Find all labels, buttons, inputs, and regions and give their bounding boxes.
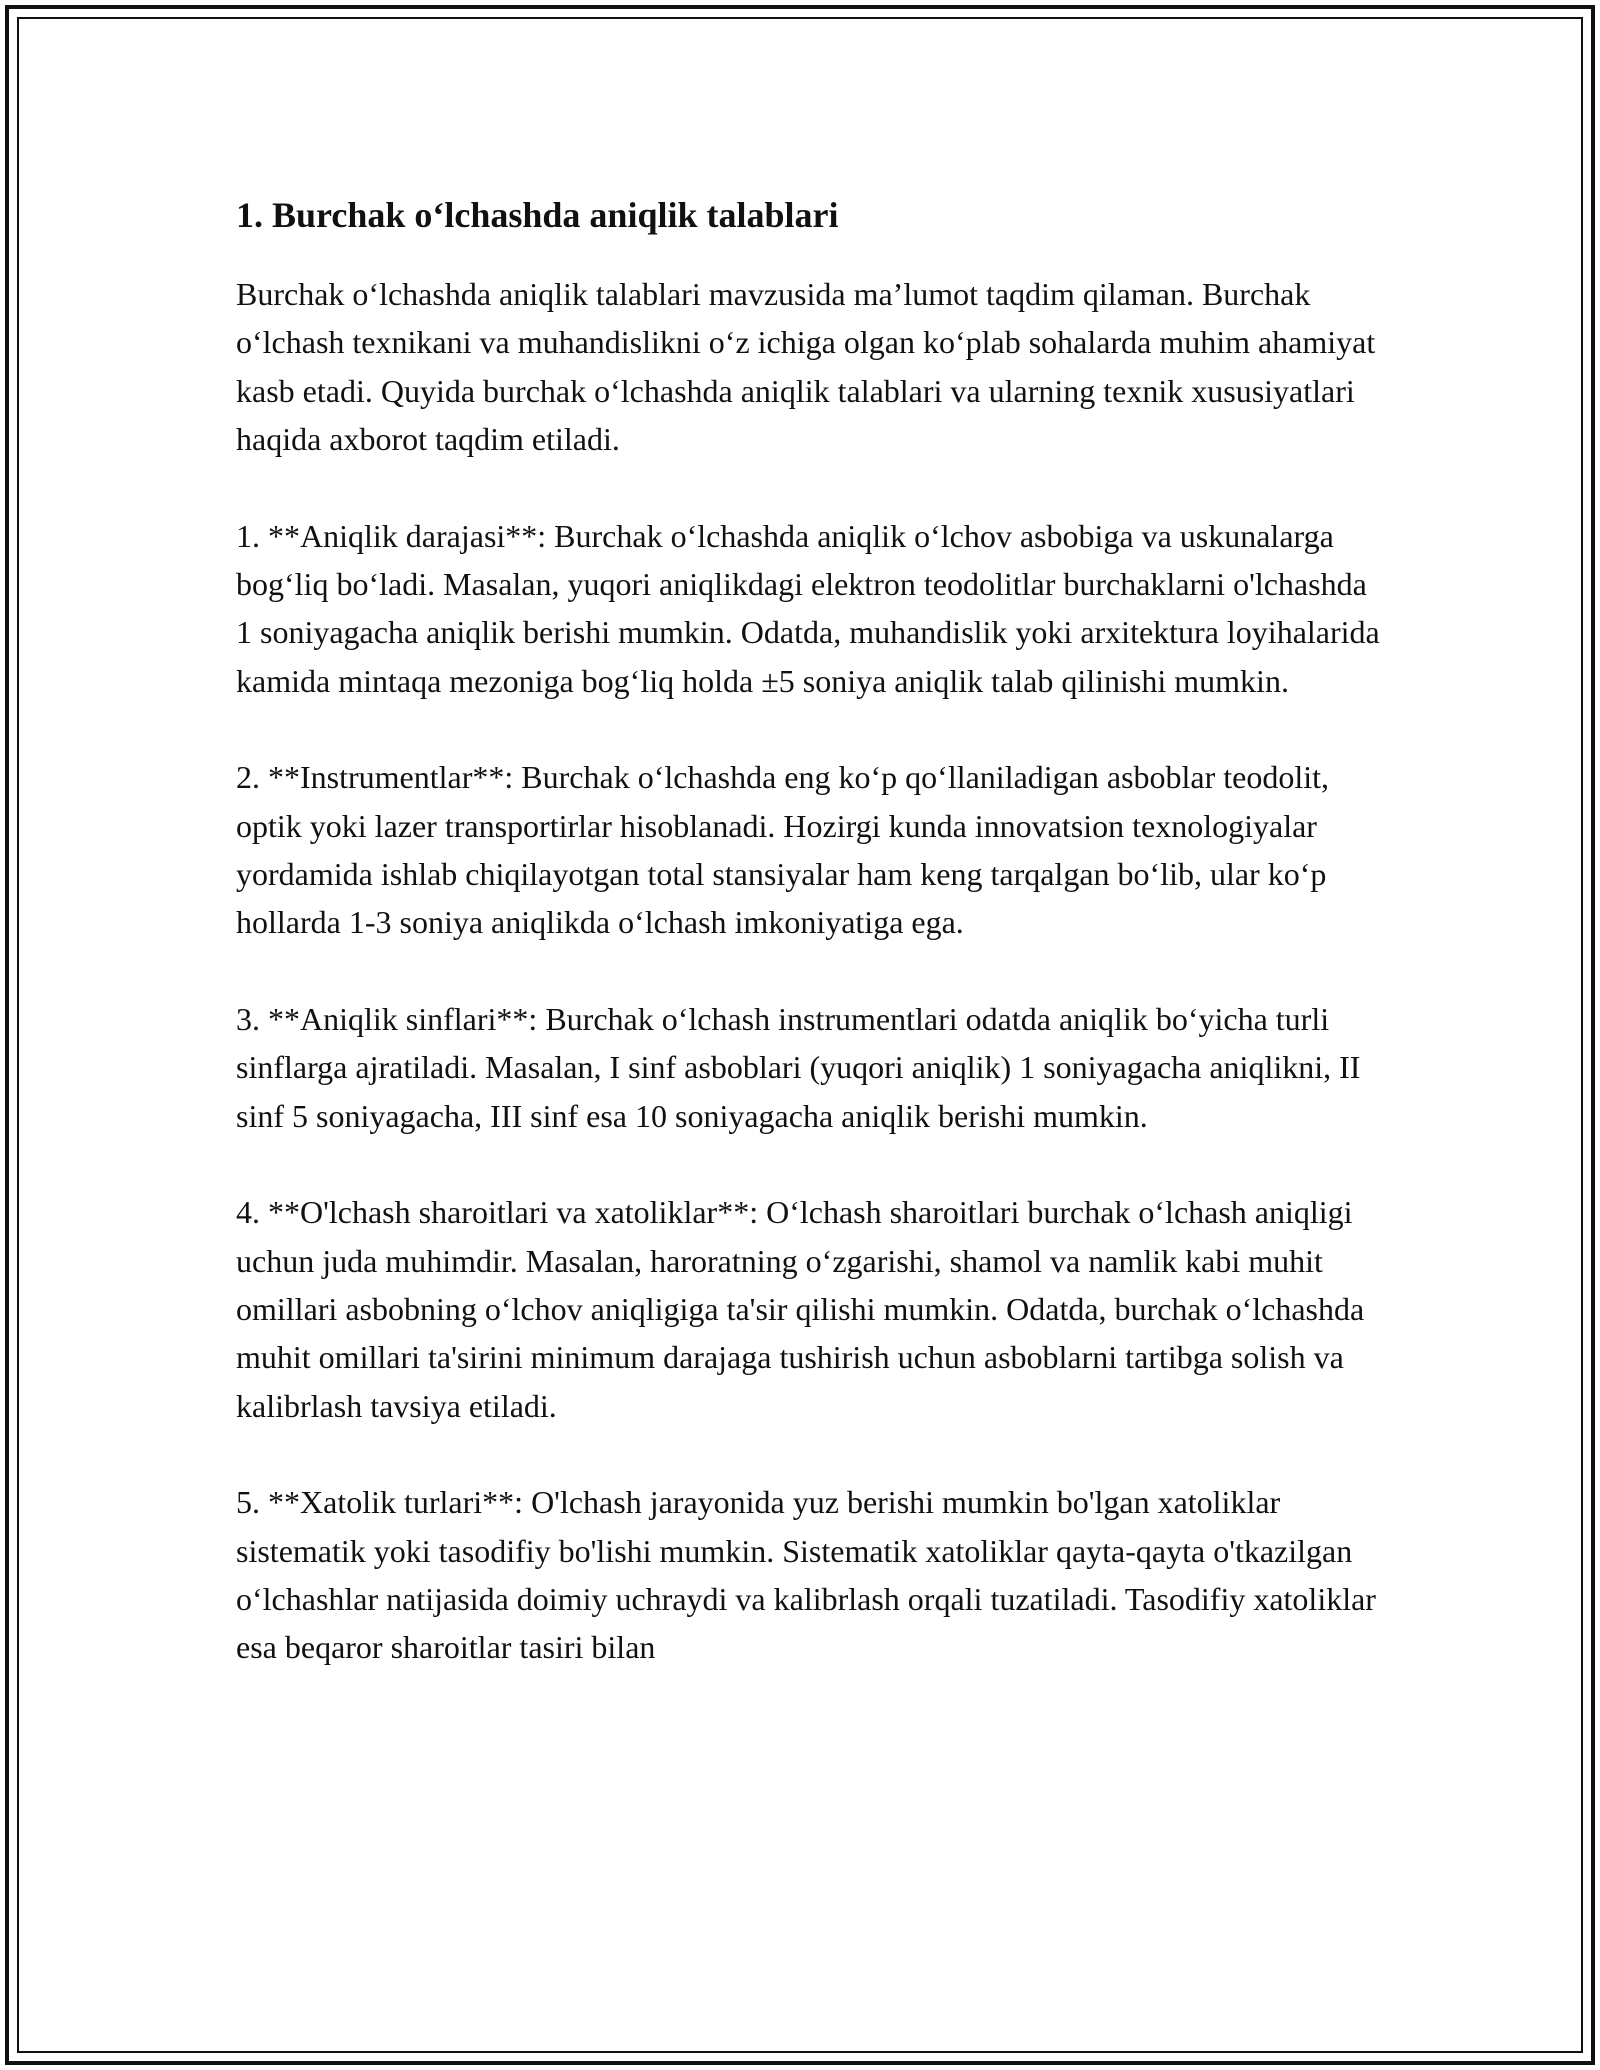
paragraph-instruments: 2. **Instrumentlar**: Burchak o‘lchashda eng ko‘p qo‘llaniladigan asboblar teodolit, optik yoki lazer transportirlar hisoblanadi. Hozirgi kunda innovatsion texnologiyalar yordamida ishlab chiqilayotgan total stansiyalar ham keng tarqalgan bo‘lib, ular ko‘p hollarda 1-3 soniya aniqlikda o‘lchash imkoniyatiga ega. — [236, 759, 1330, 941]
paragraph-accuracy-classes: 3. **Aniqlik sinflari**: Burchak o‘lchash instrumentlari odatda aniqlik bo‘yicha turli sinflarga ajratiladi. Masalan, I sinf asboblari (yuqori aniqlik) 1 soniyagacha aniqlikni, II sinf 5 soniyagacha, III sinf esa 10 soniyagacha aniqlik berishi mumkin. — [236, 1000, 1361, 1134]
document-title: 1. Burchak o‘lchashda aniqlik talablari — [236, 195, 839, 235]
paragraph-measurement-conditions: 4. **O'lchash sharoitlari va xatoliklar**: O‘lchash sharoitlari burchak o‘lchash aniqligi uchun juda muhimdir. Masalan, haroratning o‘zgarishi, shamol va namlik kabi muhit omillari asbobning o‘lchov aniqligiga ta'sir qilishi mumkin. Odatda, burchak o‘lchashda muhit omillari ta'sirini minimum darajaga tushirish uchun asboblarni tartibga solish va kalibrlash tavsiya etiladi. — [236, 1194, 1365, 1424]
paragraph-error-types: 5. **Xatolik turlari**: O'lchash jarayonida yuz berishi mumkin bo'lgan xatoliklar sistematik yoki tasodifiy bo'lishi mumkin. Sistematik xatoliklar qayta-qayta o'tkazilgan o‘lchashlar natijasida doimiy uchraydi va kalibrlash orqali tuzatiladi. Tasodifiy xatoliklar esa beqaror sharoitlar tasiri bilan — [236, 1484, 1376, 1666]
document-body — [236, 188, 1386, 1720]
paragraph-intro: Burchak o‘lchashda aniqlik talablari mavzusida ma’lumot taqdim qilaman. Burchak o‘lchash texnikani va muhandislikni o‘z ichiga olgan ko‘plab sohalarda muhim ahamiyat kasb etadi. Quyida burchak o‘lchashda aniqlik talablari va ularning texnik xususiyatlari haqida axborot taqdim etiladi. — [236, 276, 1376, 458]
paragraph-accuracy-level: 1. **Aniqlik darajasi**: Burchak o‘lchashda aniqlik o‘lchov asbobiga va uskunalarga bog‘liq bo‘ladi. Masalan, yuqori aniqlikdagi elektron teodolitlar burchaklarni o'lchashda 1 soniyagacha aniqlik berishi mumkin. Odatda, muhandislik yoki arxitektura loyihalarida kamida mintaqa mezoniga bog‘liq holda ±5 soniya aniqlik talab qilinishi mumkin. — [236, 517, 1380, 699]
